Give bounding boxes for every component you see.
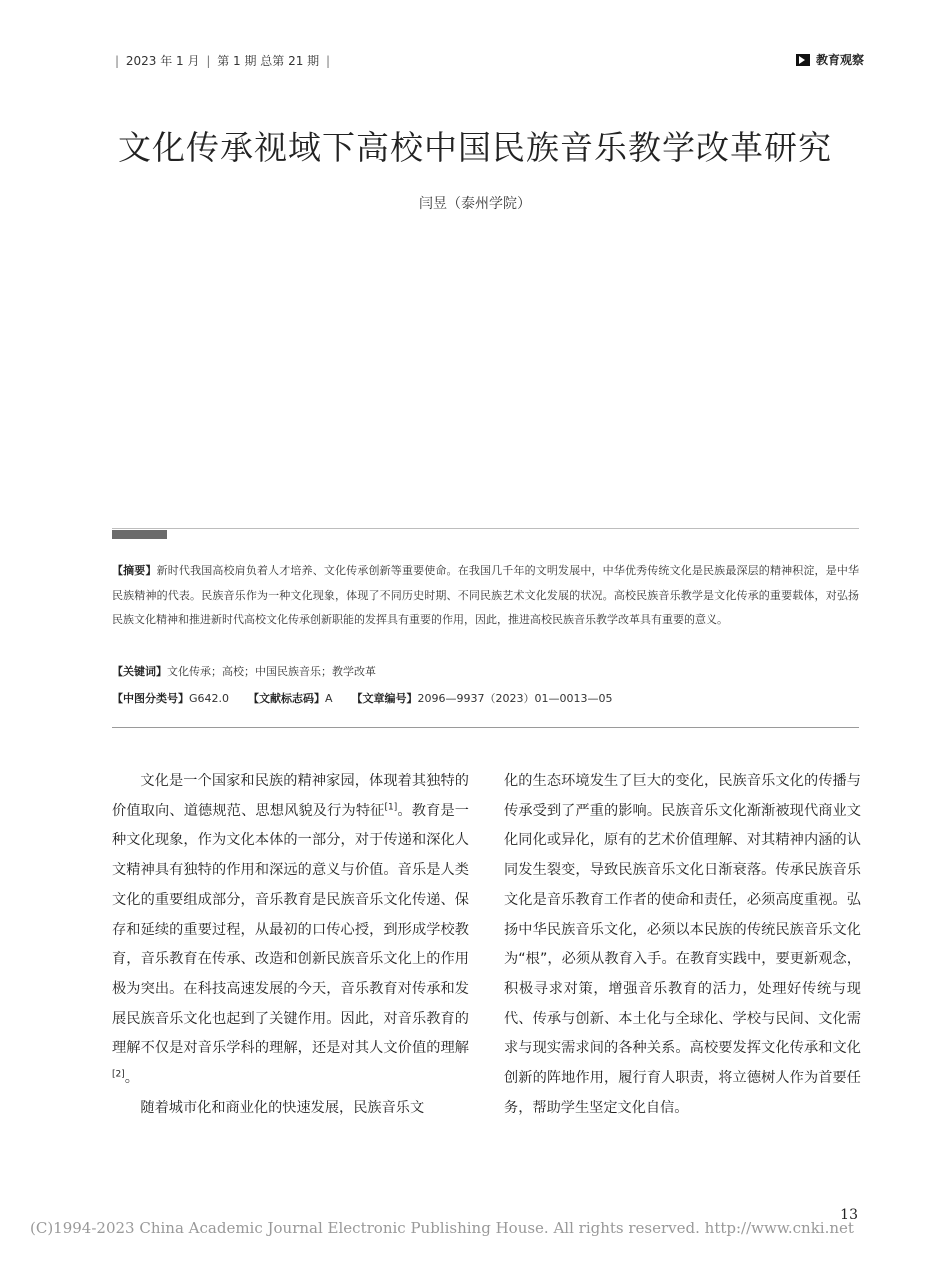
page-number: 13 xyxy=(840,1207,858,1223)
citation-ref: [1] xyxy=(384,801,398,812)
keywords-label: 【关键词】 xyxy=(112,665,167,678)
right-arrow-badge-icon xyxy=(796,53,810,67)
issue-date: 2023 年 1 月 xyxy=(125,54,200,68)
classification-line xyxy=(112,690,859,706)
copyright-watermark: (C)1994-2023 China Academic Journal Electronic Publishing House. All rights reserved. http://www.cnki.net xyxy=(30,1219,854,1237)
citation-ref: [2] xyxy=(112,1069,125,1080)
keywords-text: 文化传承；高校；中国民族音乐；教学改革 xyxy=(167,665,376,678)
clc-label: 【中图分类号】 xyxy=(112,692,189,705)
article-author: 闫昱（泰州学院） xyxy=(419,196,531,212)
journal-name: 教育观察 xyxy=(815,53,864,67)
body-text: 。 xyxy=(124,1070,139,1087)
header-divider: | xyxy=(115,54,120,68)
body-text: 文化是一个国家和民族的精神家园，体现着其独特的价值取向、道德规范、思想风貌及行为特征 xyxy=(112,773,469,819)
running-header-journal xyxy=(796,51,864,68)
section-divider xyxy=(112,528,859,529)
body-text: 。教育是一种文化现象，作为文化本体的一部分，对于传递和深化人文精神具有独特的作用和深远的意义与价值。音乐是人类文化的重要组成部分，音乐教育是民族音乐文化传递、保存和延续的重要过程，从最初的口传心授，到形成学校教育，音乐教育在传承、改造和创新民族音乐文化上的作用极为突出。在科技高速发展的今天，音乐教育对传承和发展民族音乐文化也起到了关键作用。因此，对音乐教育的理解不仅是对音乐学科的理解，还是对其人文价值的理解 xyxy=(112,802,469,1057)
body-paragraph: 化的生态环境发生了巨大的变化，民族音乐文化的传播与传承受到了严重的影响。民族音乐文化渐渐被现代商业文化同化或异化，原有的艺术价值理解、对其精神内涵的认同发生裂变，导致民族音乐文化日渐衰落。传承民族音乐文化是音乐教育工作者的使命和责任，必须高度重视。弘扬中华民族音乐文化，必须以本民族的传统民族音乐文化为“根”，必须从教育入手。在教育实践中，要更新观念，积极寻求对策，增强音乐教育的活力，处理好传统与现代、传承与创新、本土化与全球化、学校与民间、文化需求与现实需求间的各种关系。高校要发挥文化传承和文化创新的阵地作用，履行育人职责，将立德树人作为首要任务，帮助学生坚定文化自信。 xyxy=(504,773,861,1116)
article-no-value: 2096—9937（2023）01—0013—05 xyxy=(417,692,613,705)
abstract-divider xyxy=(112,727,859,728)
abstract xyxy=(112,559,859,633)
abstract-text: 新时代我国高校肩负着人才培养、文化传承创新等重要使命。在我国几千年的文明发展中，中华优秀传统文化是民族最深层的精神积淀，是中华民族精神的代表。民族音乐作为一种文化现象，体现了不同历史时期、不同民族艺术文化发展的状况。高校民族音乐教学是文化传承的重要载体，对弘扬民族文化精神和推进新时代高校文化传承创新职能的发挥具有重要的作用，因此，推进高校民族音乐教学改革具有重要的意义。 xyxy=(112,564,859,626)
abstract-label: 【摘要】 xyxy=(112,564,157,577)
header-divider: | xyxy=(206,54,211,68)
issue-number: 第 1 期 总第 21 期 xyxy=(217,54,320,68)
section-divider-accent xyxy=(112,530,167,539)
header-divider: | xyxy=(326,54,331,68)
doc-code-label: 【文献标志码】 xyxy=(248,692,326,705)
body-paragraph: 随着城市化和商业化的快速发展，民族音乐文 xyxy=(140,1099,425,1116)
body-paragraph xyxy=(112,767,469,1094)
running-header-issue xyxy=(112,52,333,69)
article-title: 文化传承视域下高校中国民族音乐教学改革研究 xyxy=(118,128,832,167)
body-column-right xyxy=(504,767,861,1123)
clc-value: G642.0 xyxy=(189,692,230,705)
article-no-label: 【文章编号】 xyxy=(351,692,418,705)
body-column-left xyxy=(112,767,469,1123)
doc-code-value: A xyxy=(325,692,333,705)
keywords xyxy=(112,663,859,679)
